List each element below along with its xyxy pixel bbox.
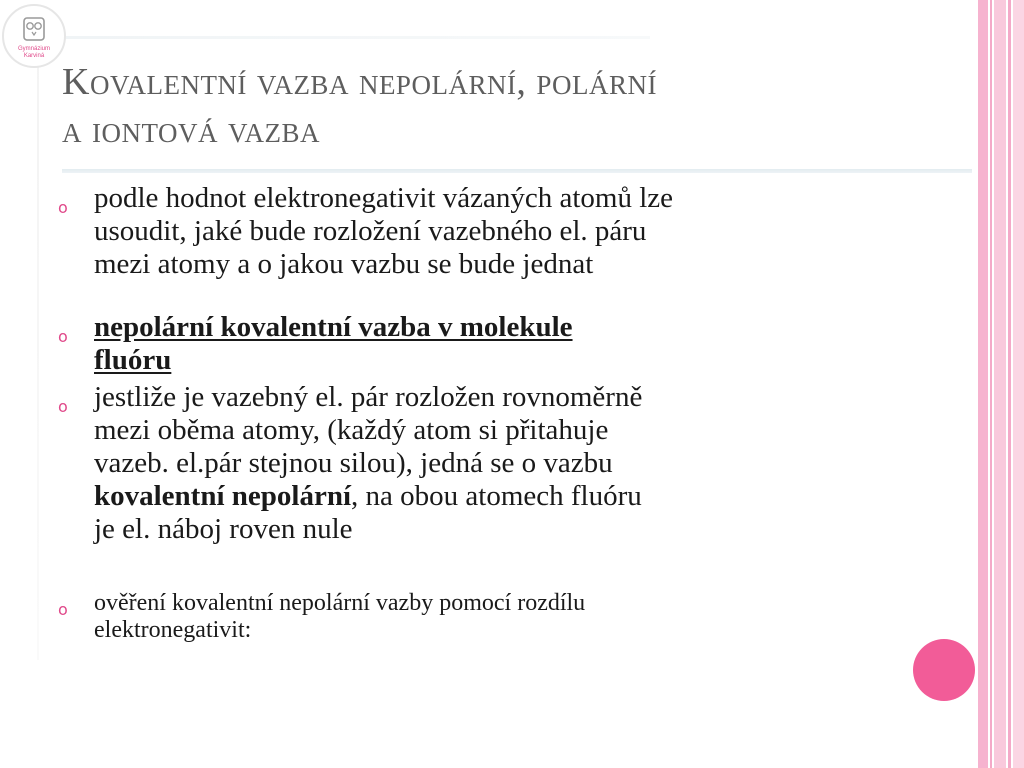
bullet-marker: o <box>58 327 68 346</box>
decorative-stripe <box>994 0 1006 768</box>
text-line: je el. náboj roven nule <box>94 513 353 545</box>
text-line: mezi oběma atomy, (každý atom si přitahuje <box>94 414 609 446</box>
list-item <box>58 381 898 546</box>
text-line <box>94 480 898 513</box>
text-line: ověření kovalentní nepolární vazby pomocí rozdílu <box>94 590 586 616</box>
title-line-1: Kovalentní vazba nepolární, polární <box>62 61 657 103</box>
title-divider <box>62 169 972 173</box>
decorative-stripe <box>1013 0 1024 768</box>
bullet-marker: o <box>58 600 68 619</box>
school-logo <box>2 4 66 68</box>
decorative-stripe <box>990 0 992 768</box>
list-item-heading <box>58 311 898 377</box>
text-fragment: , na obou atomech fluóru <box>351 480 642 512</box>
bullet-marker: o <box>58 397 68 416</box>
text-line: usoudit, jaké bude rozložení vazebného el. páru <box>94 215 647 247</box>
logo-text-line1: Gymnázium <box>17 46 51 52</box>
left-divider <box>37 40 39 660</box>
text-line: jestliže je vazebný el. pár rozložen rovnoměrně <box>94 381 643 413</box>
title-line-2: a iontová vazba <box>62 109 321 151</box>
list-item <box>58 590 898 644</box>
slide-title <box>62 58 962 154</box>
top-divider <box>60 36 650 39</box>
decorative-stripe <box>1008 0 1011 768</box>
decorative-stripe <box>978 0 988 768</box>
heading-text: nepolární kovalentní vazba v molekule <box>94 311 573 343</box>
bold-term: kovalentní nepolární <box>94 480 352 512</box>
text-line: elektronegativit: <box>94 617 252 643</box>
heading-text: fluóru <box>94 344 172 376</box>
text-line: vazeb. el.pár stejnou silou), jedná se o vazbu <box>94 447 613 479</box>
list-item <box>58 182 898 281</box>
text-line: mezi atomy a o jakou vazbu se bude jednat <box>94 248 594 280</box>
bullet-list <box>58 182 898 644</box>
logo-text-line2: Karviná <box>23 53 45 59</box>
text-line: podle hodnot elektronegativit vázaných atomů lze <box>94 182 673 214</box>
owl-icon <box>4 6 64 66</box>
decorative-circle <box>913 639 975 701</box>
bullet-marker: o <box>58 198 68 217</box>
